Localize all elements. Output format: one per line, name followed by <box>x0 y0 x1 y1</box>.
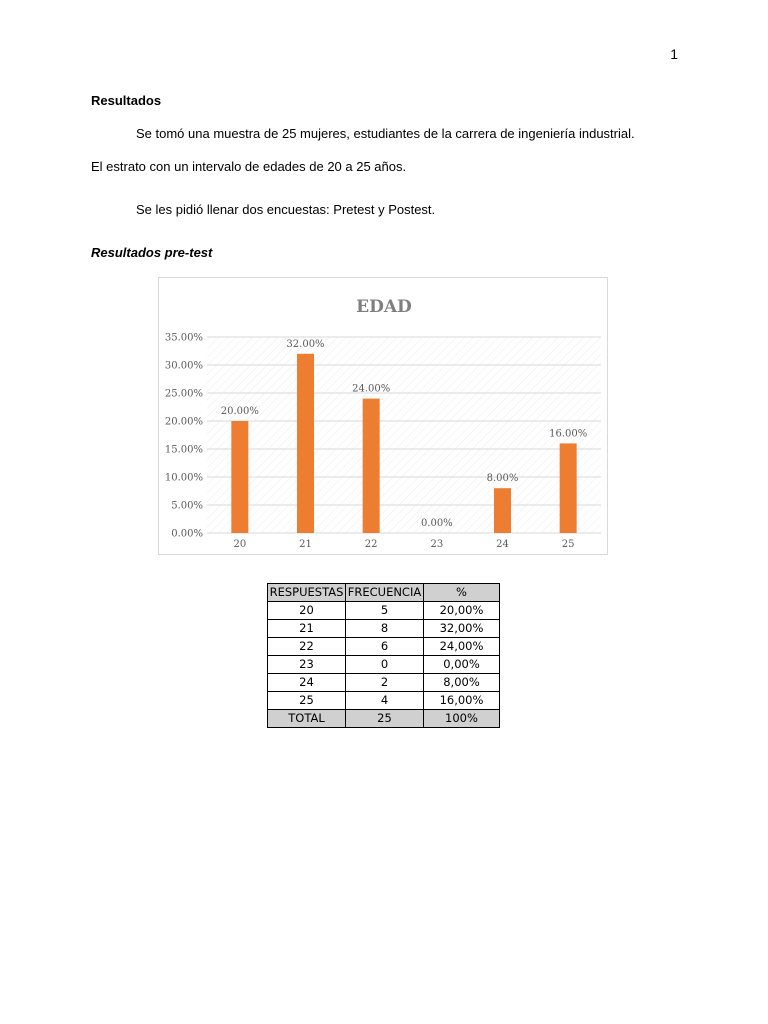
cell-respuesta: 25 <box>268 692 346 710</box>
table-row <box>268 674 500 692</box>
x-tick-label: 20 <box>233 539 247 550</box>
cell-frecuencia: 5 <box>346 602 424 620</box>
cell-frecuencia: 4 <box>346 692 424 710</box>
page-number: 1 <box>670 46 678 62</box>
cell-percent: 8,00% <box>424 674 500 692</box>
cell-frecuencia: 6 <box>346 638 424 656</box>
cell-respuesta: 22 <box>268 638 346 656</box>
cell-frecuencia: 2 <box>346 674 424 692</box>
paragraph-surveys: Se les pidió llenar dos encuestas: Pretest y Postest. <box>136 202 436 217</box>
subsection-heading: Resultados pre-test <box>91 245 213 260</box>
table-total-row <box>268 710 500 728</box>
chart-canvas <box>159 278 609 556</box>
header-respuestas: RESPUESTAS <box>268 584 346 602</box>
header-percent: % <box>424 584 500 602</box>
table-row <box>268 692 500 710</box>
y-tick-label: 5.00% <box>171 500 203 512</box>
cell-percent: 20,00% <box>424 602 500 620</box>
cell-percent: 32,00% <box>424 620 500 638</box>
cell-respuesta: 21 <box>268 620 346 638</box>
header-frecuencia: FRECUENCIA <box>346 584 424 602</box>
cell-total-label: TOTAL <box>268 710 346 728</box>
data-label: 32.00% <box>286 338 325 350</box>
data-label: 8.00% <box>486 473 519 485</box>
section-heading: Resultados <box>91 93 162 108</box>
table-row <box>268 638 500 656</box>
data-label: 16.00% <box>549 428 588 440</box>
y-tick-label: 30.00% <box>164 360 203 372</box>
table-row <box>268 620 500 638</box>
y-tick-label: 0.00% <box>171 528 203 540</box>
bar <box>560 443 577 533</box>
x-tick-label: 21 <box>299 539 312 550</box>
y-tick-label: 15.00% <box>164 444 203 456</box>
table-row <box>268 656 500 674</box>
y-tick-label: 10.00% <box>164 472 203 484</box>
cell-percent: 0,00% <box>424 656 500 674</box>
age-bar-chart <box>158 277 608 555</box>
x-tick-label: 24 <box>496 539 509 550</box>
cell-frecuencia: 8 <box>346 620 424 638</box>
table-row <box>268 602 500 620</box>
data-label: 20.00% <box>220 406 259 417</box>
data-label: 24.00% <box>352 383 391 395</box>
cell-respuesta: 24 <box>268 674 346 692</box>
bar <box>231 421 248 533</box>
bar <box>363 399 380 533</box>
bar <box>297 354 314 533</box>
paragraph-sample: Se tomó una muestra de 25 mujeres, estudiantes de la carrera de ingeniería industrial. <box>136 126 635 141</box>
bar <box>494 488 511 533</box>
y-tick-label: 25.00% <box>164 388 203 400</box>
chart-title: EDAD <box>356 297 412 317</box>
paragraph-age-range: El estrato con un intervalo de edades de 20 a 25 años. <box>91 159 407 174</box>
x-tick-label: 25 <box>561 539 575 550</box>
cell-total-frecuencia: 25 <box>346 710 424 728</box>
cell-percent: 16,00% <box>424 692 500 710</box>
cell-respuesta: 20 <box>268 602 346 620</box>
cell-respuesta: 23 <box>268 656 346 674</box>
cell-frecuencia: 0 <box>346 656 424 674</box>
x-tick-label: 22 <box>364 539 378 550</box>
table-header-row <box>268 584 500 602</box>
data-label: 0.00% <box>420 518 453 529</box>
cell-percent: 24,00% <box>424 638 500 656</box>
y-tick-label: 35.00% <box>164 332 203 344</box>
cell-total-percent: 100% <box>424 710 500 728</box>
y-tick-label: 20.00% <box>164 416 203 428</box>
plot-area <box>207 337 601 533</box>
frequency-table <box>267 583 500 728</box>
x-tick-label: 23 <box>430 539 444 550</box>
